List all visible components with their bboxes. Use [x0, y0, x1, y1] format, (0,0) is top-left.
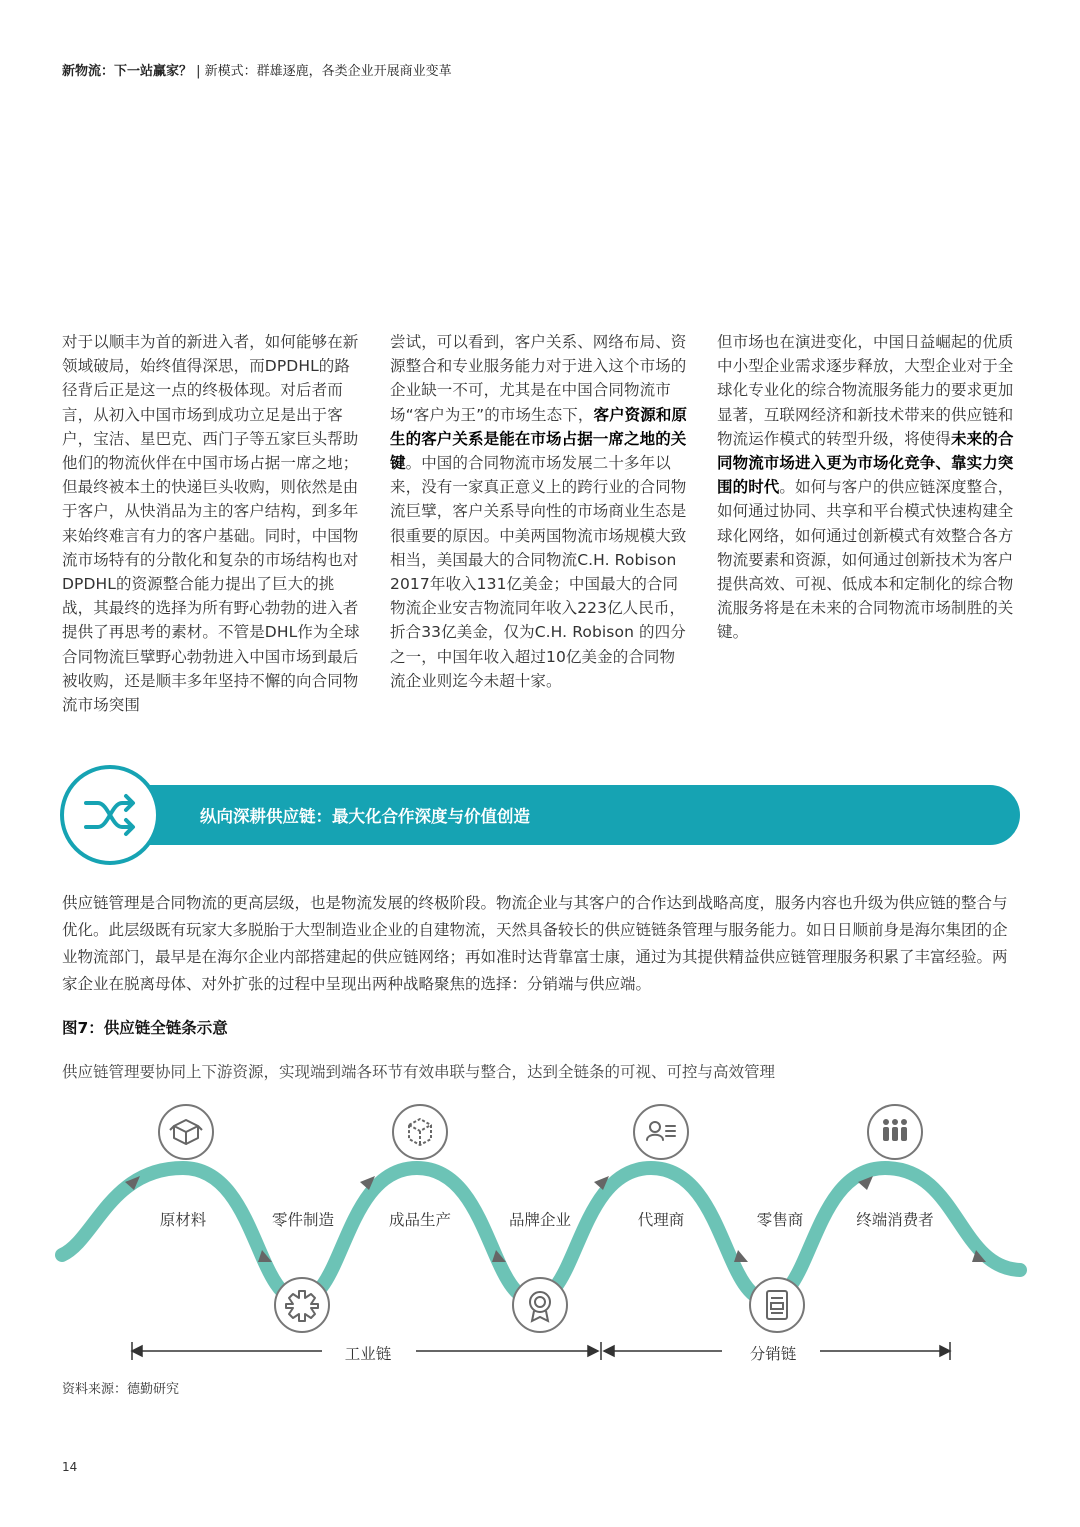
stage-label-parts: 零件制造	[271, 1211, 335, 1229]
people-icon-circle	[867, 1104, 923, 1160]
wave-arrow	[594, 1176, 609, 1190]
header-subtitle: | 新模式：群雄逐鹿，各类企业开展商业变革	[192, 64, 452, 79]
section-icon-circle	[60, 765, 160, 865]
bracket-lines	[132, 1342, 950, 1360]
page-header	[62, 60, 452, 79]
column-2-highlight: 客户资源和原生的客户关系是能在市场占据一席之地的关键	[390, 405, 688, 473]
column-1-text: 对于以顺丰为首的新进入者，如何能够在新领域破局，始终值得深思，而DPDHL的路径背后正是这一点的终极体现。对后者而言，从初入中国市场到成功立足是出于客户，宝洁、星巴克、西门子等五家巨头帮助他们的物流伙伴在中国市场占据一席之地；但最终被本土的快递巨头收购，则依然是由于客户，从快消品为主的客户结构，到多年来始终难言有力的客户基础。同时，中国物流市场特有的分散化和复杂的市场结构也对DPDHL的资源整合能力提出了巨大的挑战，其最终的选择为所有野心勃勃的进入者提供了再思考的素材。不管是DHL作为全球合同物流巨擘野心勃勃进入中国市场到最后被收购，还是顺丰多年坚持不懈的向合同物流市场突围	[62, 333, 360, 715]
cube-icon-circle	[392, 1104, 448, 1160]
stage-label-consumer: 终端消费者	[856, 1211, 934, 1229]
agent-icon-circle	[633, 1104, 689, 1160]
box-icon	[160, 1106, 212, 1158]
receipt-icon-circle	[749, 1277, 805, 1333]
column-2-text-b: 。中国的合同物流市场发展二十多年以来，没有一家真正意义上的跨行业的合同物流巨擘，客户关系导向性的市场商业生态是很重要的原因。中美两国物流市场规模大致相当，美国最大的合同物流C.H. Robison 2017年收入131亿美金；中国最大的合同物流企业安吉物流同年收入223亿人民币，折合33亿美金，仅为C.H. Robison 的四分之一，中国年收入超过10亿美金的合同物流企业则迄今未超十家。	[390, 454, 687, 690]
shuffle-icon	[64, 769, 156, 861]
agent-icon	[635, 1106, 687, 1158]
page-number: 14	[62, 1460, 78, 1474]
wave-arrow	[360, 1176, 375, 1190]
box-icon-circle	[158, 1104, 214, 1160]
badge-icon	[514, 1279, 566, 1331]
figure-source: 资料来源：德勤研究	[62, 1382, 180, 1397]
distribution-chain-label: 分销链	[749, 1345, 797, 1363]
wave-arrow	[492, 1250, 506, 1262]
body-paragraph: 供应链管理是合同物流的更高层级，也是物流发展的终极阶段。物流企业与其客户的合作达到战略高度，服务内容也升级为供应链的整合与优化。此层级既有玩家大多脱胎于大型制造业企业的自建物流，天然具备较长的供应链链条管理与服务能力。如日日顺前身是海尔集团的企业物流部门，最早是在海尔企业内部搭建起的供应链网络；再如准时达背靠富士康，通过为其提供精益供应链管理服务积累了丰富经验。两家企业在脱离母体、对外扩张的过程中呈现出两种战略聚焦的选择：分销端与供应端。	[62, 894, 1008, 993]
gear-icon	[276, 1279, 328, 1331]
cube-icon	[394, 1106, 446, 1158]
column-3-text-b: 。如何与客户的供应链深度整合，如何通过协同、共享和平台模式快速构建全球化网络，如何通过创新模式有效整合各方物流要素和资源，如何通过创新技术为客户提供高效、可视、低成本和定制化的综合物流服务将是在未来的合同物流市场制胜的关键。	[717, 478, 1014, 642]
wave-arrow	[734, 1250, 748, 1262]
stage-label-brand: 品牌企业	[508, 1211, 572, 1229]
stage-label-production: 成品生产	[388, 1211, 452, 1229]
people-icon	[869, 1106, 921, 1158]
column-2-text-a: 尝试，可以看到，客户关系、网络布局、资源整合和专业服务能力对于进入这个市场的企业缺一不可，尤其是在中国合同物流市场“客户为王”的市场生态下，	[390, 333, 687, 424]
stage-label-raw-material: 原材料	[159, 1211, 207, 1229]
section-title: 纵向深耕供应链：最大化合作深度与价值创造	[200, 807, 530, 826]
stage-label-agent: 代理商	[637, 1211, 685, 1229]
gear-icon-circle	[274, 1277, 330, 1333]
wave-arrow	[125, 1176, 140, 1190]
column-1	[62, 330, 362, 717]
figure-subtitle: 供应链管理要协同上下游资源，实现端到端各环节有效串联与整合，达到全链条的可视、可控与高效管理	[62, 1063, 776, 1081]
receipt-icon	[751, 1279, 803, 1331]
column-2	[390, 330, 690, 693]
industrial-chain-label: 工业链	[344, 1345, 392, 1363]
header-title: 新物流：下一站赢家？	[62, 64, 193, 79]
column-3-highlight: 未来的合同物流市场进入更为市场化竞争、靠实力突围的时代	[717, 429, 1014, 497]
wave-arrow	[858, 1176, 873, 1190]
column-3	[717, 330, 1017, 645]
figure-title: 图7：供应链全链条示意	[62, 1019, 228, 1037]
wave-arrow	[258, 1250, 272, 1262]
stage-label-retailer: 零售商	[756, 1211, 804, 1229]
wave-arrow	[972, 1250, 986, 1262]
badge-icon-circle	[512, 1277, 568, 1333]
column-3-text-a: 但市场也在演进变化，中国日益崛起的优质中小型企业需求逐步释放，大型企业对于全球化专业化的综合物流服务能力的要求更加显著，互联网经济和新技术带来的供应链和物流运作模式的转型升级，将使得	[717, 333, 1014, 448]
